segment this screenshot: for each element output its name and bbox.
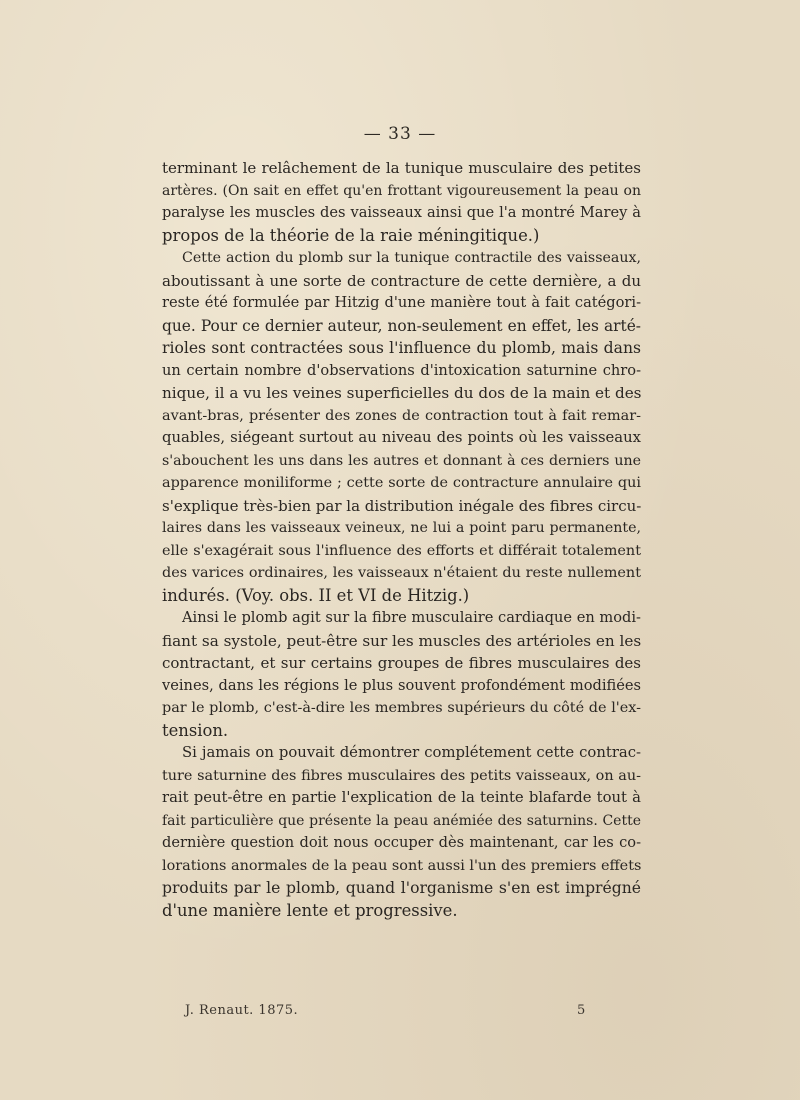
- text-line: contractant, et sur certains groupes de fibres musculaires des: [162, 654, 641, 672]
- text-line: laires dans les vaisseaux veineux, ne lui a point paru permanente,: [162, 520, 641, 536]
- text-line: indurés. (Voy. obs. II et VI de Hitzig.): [162, 585, 470, 605]
- text-line: elle s'exagérait sous l'influence des efforts et différait totalement: [162, 542, 641, 559]
- text-line: nique, il a vu les veines superficielles du dos de la main et des: [162, 384, 641, 402]
- text-line: propos de la théorie de la raie méningitique.): [162, 225, 540, 245]
- text-line: apparence moniliforme ; cette sorte de contracture annulaire qui: [162, 475, 641, 491]
- text-line: des varices ordinaires, les vaisseaux n'étaient du reste nullement: [162, 565, 641, 581]
- text-line: un certain nombre d'observations d'intoxication saturnine chro-: [162, 361, 641, 379]
- text-line: Ainsi le plomb agit sur la fibre musculaire cardiaque en modi-: [182, 609, 641, 626]
- body-text: [162, 157, 641, 922]
- text-line: tension.: [162, 720, 229, 740]
- text-line: lorations anormales de la peau sont aussi l'un des premiers effets: [162, 857, 641, 874]
- text-line: Cette action du plomb sur la tunique contractile des vaisseaux,: [182, 250, 641, 266]
- text-line: que. Pour ce dernier auteur, non-seulement en effet, les arté-: [162, 316, 641, 335]
- text-line: s'abouchent les uns dans les autres et donnant à ces derniers une: [162, 452, 641, 469]
- printer-signature-mark: J. Renaut. 1875.: [185, 1003, 299, 1018]
- text-line: d'une manière lente et progressive.: [162, 900, 458, 920]
- text-line: avant-bras, présenter des zones de contraction tout à fait remar-: [162, 407, 641, 424]
- text-line: dernière question doit nous occuper dès maintenant, car les co-: [162, 834, 641, 851]
- text-line: reste été formulée par Hitzig d'une manière tout à fait catégori-: [162, 294, 641, 311]
- text-line: paralyse les muscles des vaisseaux ainsi que l'a montré Marey à: [162, 204, 641, 221]
- text-line: produits par le plomb, quand l'organisme s'en est imprégné: [162, 879, 641, 897]
- page-number-header: — 33 —: [363, 124, 437, 144]
- text-line: s'explique très-bien par la distribution inégale des fibres circu-: [162, 496, 641, 515]
- text-line: rait peut-être en partie l'explication de la teinte blafarde tout à: [162, 789, 641, 806]
- gathering-number: 5: [577, 1003, 586, 1018]
- text-line: par le plomb, c'est-à-dire les membres supérieurs du côté de l'ex-: [162, 700, 641, 716]
- text-line: veines, dans les régions le plus souvent profondément modifiées: [162, 676, 641, 694]
- text-line: terminant le relâchement de la tunique musculaire des petites: [162, 159, 641, 177]
- text-line: artères. (On sait en effet qu'en frottant vigoureusement la peau on: [162, 182, 641, 199]
- text-line: quables, siégeant surtout au niveau des points où les vaisseaux: [162, 429, 641, 446]
- text-line: fiant sa systole, peut-être sur les muscles des artérioles en les: [162, 631, 641, 650]
- text-line: Si jamais on pouvait démontrer complétement cette contrac-: [182, 744, 641, 761]
- text-line: rioles sont contractées sous l'influence du plomb, mais dans: [162, 339, 641, 357]
- text-line: ture saturnine des fibres musculaires des petits vaisseaux, on au-: [162, 767, 641, 784]
- text-line: aboutissant à une sorte de contracture de cette dernière, a du: [162, 271, 641, 290]
- text-line: fait particulière que présente la peau anémiée des saturnins. Cette: [162, 812, 641, 829]
